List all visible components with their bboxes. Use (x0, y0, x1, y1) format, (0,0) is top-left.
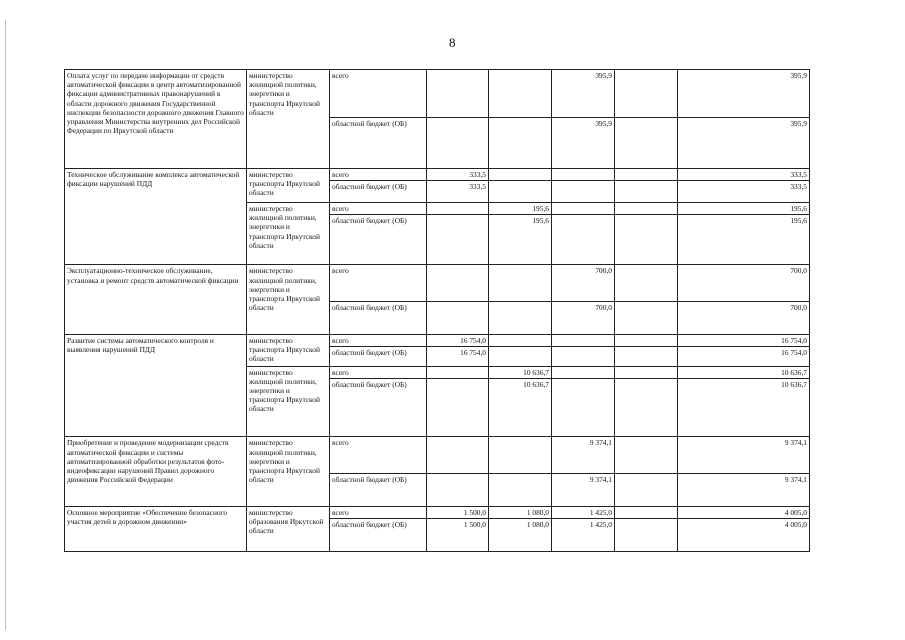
value-cell: 1 425,0 (552, 506, 615, 518)
source-cell: всего (330, 506, 427, 518)
value-cell: 1 500,0 (427, 506, 489, 518)
source-cell: всего (330, 437, 427, 474)
total-cell: 395,9 (678, 117, 810, 168)
value-cell (615, 265, 678, 302)
value-cell (489, 347, 552, 366)
source-cell: всего (330, 366, 427, 378)
value-cell (427, 202, 489, 214)
value-cell (615, 506, 678, 518)
executor-name: министерство транспорта Иркутской области (247, 334, 330, 366)
value-cell (615, 202, 678, 214)
value-cell (489, 302, 552, 335)
value-cell (615, 334, 678, 346)
measure-name: Приобретение и проведение модернизации средств автоматической фиксации и системы автоматизированной обработки результатов фото-видеофиксации нарушений Правил дорожного движения Российской Федерации (65, 437, 247, 506)
total-cell: 333,5 (678, 181, 810, 202)
source-cell: областной бюджет (ОБ) (330, 519, 427, 552)
measure-name: Эксплуатационно-техническое обслуживание, установка и ремонт средств автоматической фиксации (65, 265, 247, 334)
value-cell: 10 636,7 (489, 366, 552, 378)
measure-name: Развитие системы автоматического контроля и выявления нарушений ПДД (65, 334, 247, 437)
value-cell (427, 117, 489, 168)
value-cell (615, 302, 678, 335)
value-cell (615, 215, 678, 265)
value-cell (489, 265, 552, 302)
table-row (65, 437, 810, 474)
measure-name: Техническое обслуживание комплекса автоматической фиксации нарушений ПДД (65, 169, 247, 265)
value-cell (427, 215, 489, 265)
source-cell: всего (330, 265, 427, 302)
total-cell: 10 636,7 (678, 366, 810, 378)
source-cell: всего (330, 202, 427, 214)
value-cell: 16 754,0 (427, 347, 489, 366)
value-cell: 9 374,1 (552, 437, 615, 474)
measure-name: Оплата услуг по передаче информации от средств автоматической фиксации в центр автоматизированной фиксации административных правонарушений в области дорожного движения Государственной инспекции безопасности дорожного движения Главного управления Министерства внутренних дел Российской Федерации по Иркутской области (65, 70, 247, 169)
source-cell: областной бюджет (ОБ) (330, 379, 427, 437)
value-cell (489, 117, 552, 168)
value-cell (615, 519, 678, 552)
executor-name: министерство жилищной политики, энергетики и транспорта Иркутской области (247, 265, 330, 334)
source-cell: всего (330, 169, 427, 181)
value-cell: 1 080,0 (489, 519, 552, 552)
value-cell (615, 70, 678, 118)
value-cell (615, 347, 678, 366)
executor-name: министерство транспорта Иркутской области (247, 169, 330, 203)
value-cell: 700,0 (552, 265, 615, 302)
value-cell (427, 366, 489, 378)
total-cell: 333,5 (678, 169, 810, 181)
value-cell (552, 379, 615, 437)
value-cell: 395,9 (552, 70, 615, 118)
value-cell (489, 334, 552, 346)
value-cell: 333,5 (427, 181, 489, 202)
total-cell: 195,6 (678, 215, 810, 265)
total-cell: 4 005,0 (678, 519, 810, 552)
value-cell: 195,6 (489, 202, 552, 214)
value-cell (489, 181, 552, 202)
total-cell: 9 374,1 (678, 437, 810, 474)
value-cell: 9 374,1 (552, 474, 615, 507)
value-cell (427, 265, 489, 302)
value-cell: 1 425,0 (552, 519, 615, 552)
value-cell: 1 500,0 (427, 519, 489, 552)
executor-name: министерство жилищной политики, энергетики и транспорта Иркутской области (247, 202, 330, 264)
total-cell: 9 374,1 (678, 474, 810, 507)
page-number: 8 (449, 35, 456, 50)
value-cell (552, 169, 615, 181)
total-cell: 700,0 (678, 302, 810, 335)
source-cell: всего (330, 70, 427, 118)
value-cell: 10 636,7 (489, 379, 552, 437)
executor-name: министерство жилищной политики, энергетики и транспорта Иркутской области (247, 70, 330, 169)
value-cell (427, 379, 489, 437)
value-cell (615, 117, 678, 168)
measure-name: Основное мероприятие «Обеспечение безопасного участия детей в дорожном движении» (65, 506, 247, 551)
value-cell (489, 437, 552, 474)
table-row (65, 70, 810, 118)
total-cell: 700,0 (678, 265, 810, 302)
scan-edge-line (5, 20, 6, 630)
value-cell (427, 70, 489, 118)
table-row (65, 169, 810, 181)
value-cell (552, 347, 615, 366)
total-cell: 395,9 (678, 70, 810, 118)
value-cell (552, 215, 615, 265)
total-cell: 16 754,0 (678, 347, 810, 366)
source-cell: областной бюджет (ОБ) (330, 474, 427, 507)
value-cell: 195,6 (489, 215, 552, 265)
value-cell (615, 169, 678, 181)
value-cell (615, 181, 678, 202)
source-cell: всего (330, 334, 427, 346)
total-cell: 4 005,0 (678, 506, 810, 518)
total-cell: 16 754,0 (678, 334, 810, 346)
source-cell: областной бюджет (ОБ) (330, 302, 427, 335)
value-cell (489, 474, 552, 507)
source-cell: областной бюджет (ОБ) (330, 215, 427, 265)
total-cell: 10 636,7 (678, 379, 810, 437)
value-cell (552, 181, 615, 202)
executor-name: министерство жилищной политики, энергетики и транспорта Иркутской области (247, 437, 330, 506)
value-cell (427, 437, 489, 474)
value-cell: 333,5 (427, 169, 489, 181)
value-cell (615, 474, 678, 507)
value-cell (427, 302, 489, 335)
value-cell (489, 70, 552, 118)
executor-name: министерство жилищной политики, энергетики и транспорта Иркутской области (247, 366, 330, 437)
table-row (65, 334, 810, 346)
value-cell: 1 080,0 (489, 506, 552, 518)
value-cell (615, 437, 678, 474)
value-cell (615, 366, 678, 378)
source-cell: областной бюджет (ОБ) (330, 181, 427, 202)
value-cell (552, 366, 615, 378)
value-cell: 16 754,0 (427, 334, 489, 346)
value-cell (489, 169, 552, 181)
value-cell (427, 474, 489, 507)
value-cell (552, 334, 615, 346)
value-cell: 700,0 (552, 302, 615, 335)
total-cell: 195,6 (678, 202, 810, 214)
value-cell: 395,9 (552, 117, 615, 168)
value-cell (552, 202, 615, 214)
source-cell: областной бюджет (ОБ) (330, 347, 427, 366)
source-cell: областной бюджет (ОБ) (330, 117, 427, 168)
budget-table (64, 69, 810, 552)
table-row (65, 265, 810, 302)
executor-name: министерство образования Иркутской области (247, 506, 330, 551)
table-row (65, 506, 810, 518)
value-cell (615, 379, 678, 437)
